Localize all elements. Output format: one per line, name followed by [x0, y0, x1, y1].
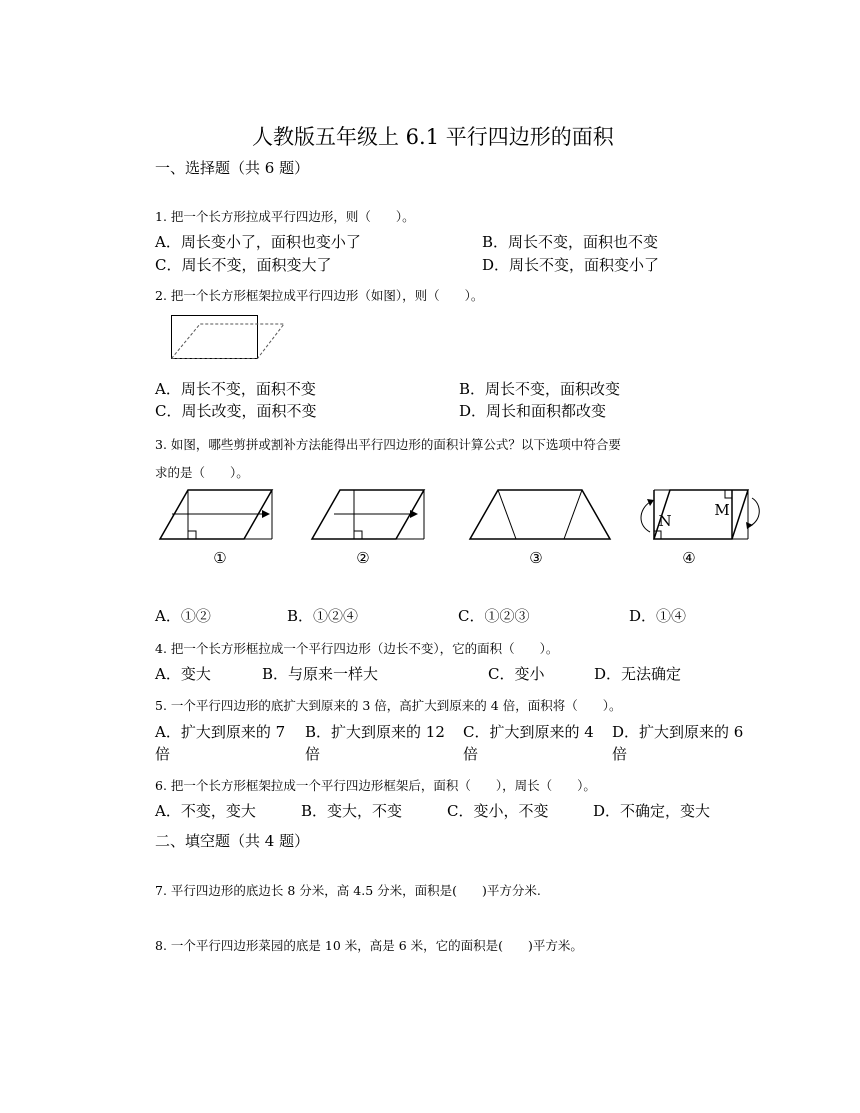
figure-4-letter-m: M: [714, 501, 730, 519]
page-title: 人教版五年级上 6.1 平行四边形的面积: [252, 125, 614, 149]
question-5-option-c[interactable]: C．扩大到原来的 4: [463, 723, 594, 741]
question-6-option-c[interactable]: C．变小，不变: [447, 802, 549, 820]
question-1-option-b[interactable]: B．周长不变，面积也不变: [482, 233, 659, 251]
question-4-option-d[interactable]: D．无法确定: [594, 665, 682, 683]
question-3-option-b[interactable]: B．①②④: [287, 607, 359, 625]
question-3-figure-4: [640, 488, 760, 568]
question-5-option-d-cont: 倍: [612, 745, 628, 763]
question-5-option-a-cont: 倍: [155, 745, 171, 763]
question-5-option-a[interactable]: A．扩大到原来的 7: [155, 723, 286, 741]
question-7: 7. 平行四边形的底边长 8 分米，高 4.5 分米，面积是( )平方分米.: [155, 883, 541, 898]
question-6-option-d[interactable]: D．不确定，变大: [593, 802, 711, 820]
question-2-stem: 2. 把一个长方形框架拉成平行四边形（如图），则（ ）。: [155, 288, 484, 303]
question-2-option-a[interactable]: A．周长不变，面积不变: [155, 380, 316, 398]
question-3-figure-3: [468, 488, 618, 568]
figure-1-label: ①: [213, 549, 227, 567]
question-2-figure: [170, 314, 290, 364]
figure-4-letter-n: N: [658, 512, 672, 530]
question-1-option-d[interactable]: D．周长不变，面积变小了: [482, 256, 660, 274]
question-3-stem-line-1: 3. 如图，哪些剪拼或割补方法能得出平行四边形的面积计算公式？以下选项中符合要: [155, 437, 621, 452]
question-3-option-c[interactable]: C．①②③: [458, 607, 530, 625]
question-2-option-c[interactable]: C．周长改变，面积不变: [155, 402, 317, 420]
question-1-stem: 1. 把一个长方形拉成平行四边形，则（ ）。: [155, 209, 415, 224]
question-5-option-b-cont: 倍: [305, 745, 321, 763]
question-5-option-b[interactable]: B．扩大到原来的 12: [305, 723, 445, 741]
section-heading-choice: 一、选择题（共 6 题）: [155, 159, 310, 177]
question-5-stem: 5. 一个平行四边形的底扩大到原来的 3 倍，高扩大到原来的 4 倍，面积将（ ）。: [155, 698, 622, 713]
question-4-option-b[interactable]: B．与原来一样大: [262, 665, 379, 683]
question-8: 8. 一个平行四边形菜园的底是 10 米，高是 6 米，它的面积是( )平方米。: [155, 938, 583, 953]
section-heading-fill: 二、填空题（共 4 题）: [155, 832, 310, 850]
question-3-figure-2: [310, 488, 430, 568]
question-2-option-d[interactable]: D．周长和面积都改变: [459, 402, 607, 420]
question-4-stem: 4. 把一个长方形框拉成一个平行四边形（边长不变），它的面积（ ）。: [155, 641, 559, 656]
question-1-option-a[interactable]: A．周长变小了，面积也变小了: [155, 233, 361, 251]
question-5-option-d[interactable]: D．扩大到原来的 6: [612, 723, 744, 741]
question-5-option-c-cont: 倍: [463, 745, 479, 763]
question-6-stem: 6. 把一个长方形框架拉成一个平行四边形框架后，面积（ ），周长（ ）。: [155, 778, 596, 793]
question-6-option-b[interactable]: B．变大，不变: [301, 802, 403, 820]
figure-4-label: ④: [682, 549, 696, 567]
question-3-figure-1: [158, 488, 278, 568]
question-4-option-a[interactable]: A．变大: [155, 665, 211, 683]
figure-3-label: ③: [529, 549, 543, 567]
question-3-stem-line-2: 求的是（ ）。: [155, 465, 249, 480]
question-3-option-a[interactable]: A．①②: [155, 607, 211, 625]
question-3-option-d[interactable]: D．①④: [629, 607, 687, 625]
question-2-option-b[interactable]: B．周长不变，面积改变: [459, 380, 621, 398]
question-4-option-c[interactable]: C．变小: [488, 665, 545, 683]
question-6-option-a[interactable]: A．不变，变大: [155, 802, 256, 820]
question-1-option-c[interactable]: C．周长不变，面积变大了: [155, 256, 332, 274]
figure-2-label: ②: [356, 549, 370, 567]
